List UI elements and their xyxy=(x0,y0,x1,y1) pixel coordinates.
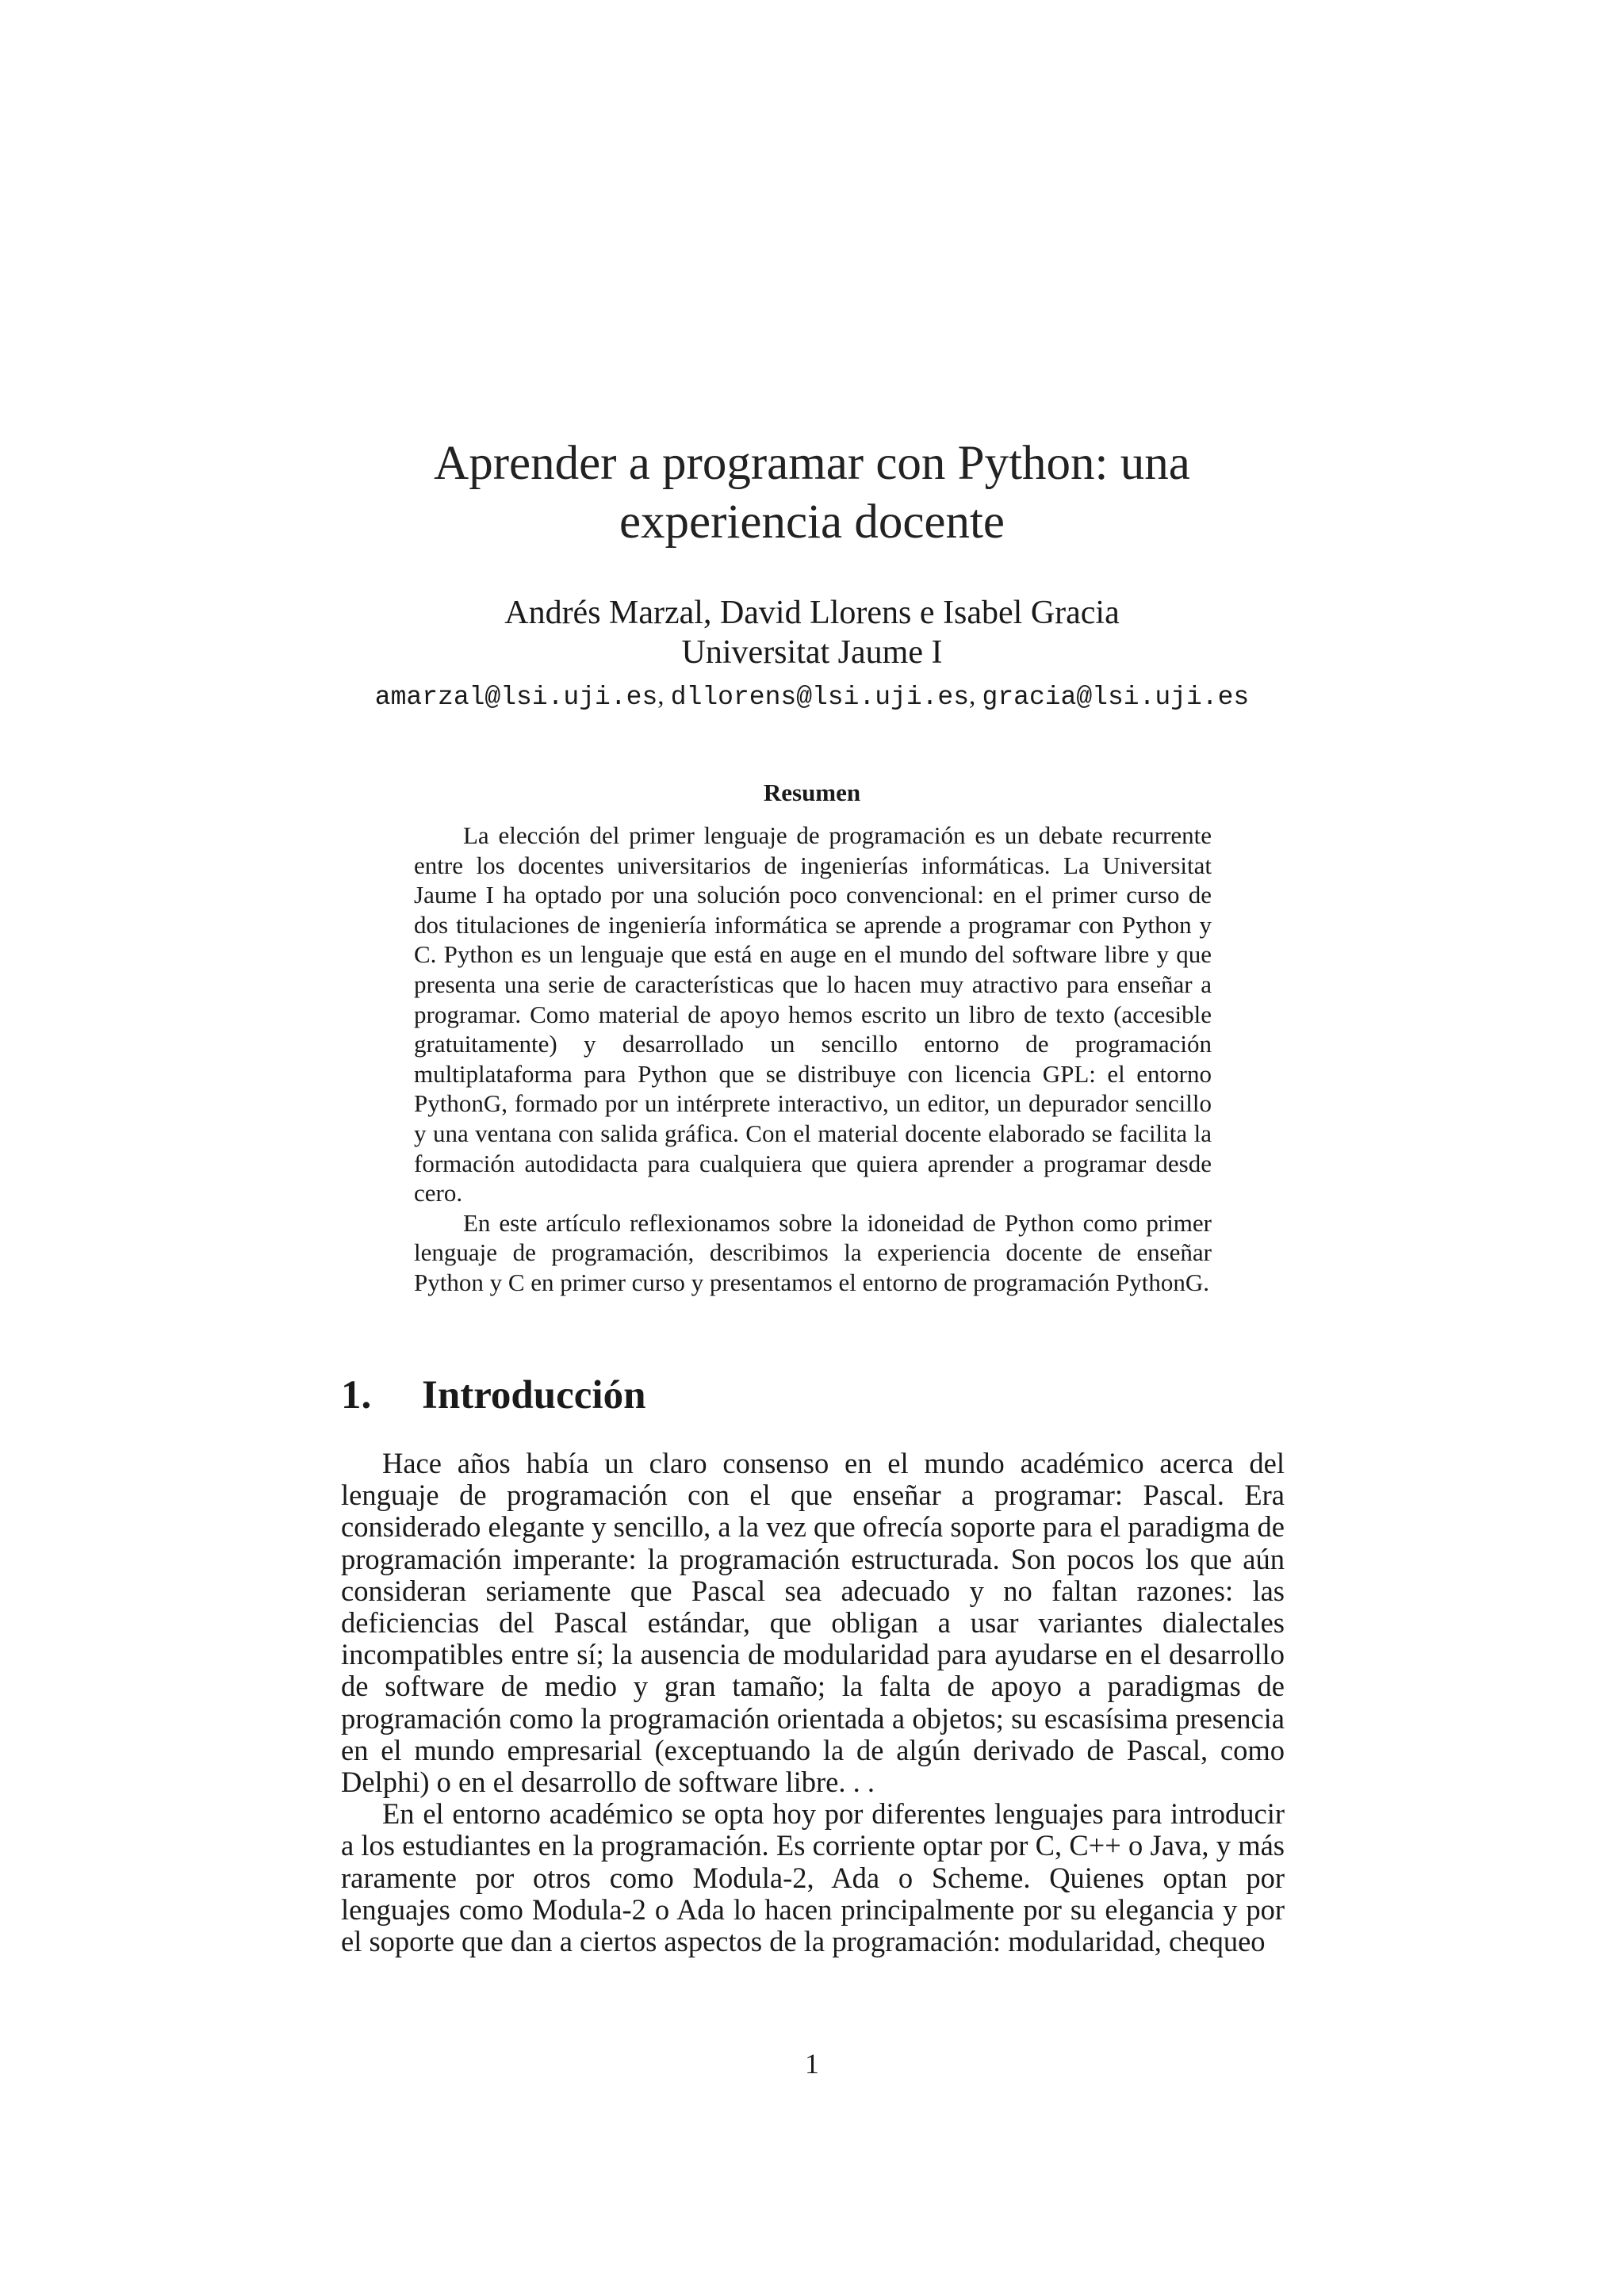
affiliation: Universitat Jaume I xyxy=(681,634,943,671)
abstract-paragraph: La elección del primer lenguaje de programación es un debate recurrente entre los docentes universitarios de ingenierías informáticas. La Universitat Jaume I ha optado por una solución poco convencional: en el primer curso de dos titulaciones de ingeniería informática se aprende a programar con Python y C. Python es un lenguaje que está en auge en el mundo del software libre y que presenta una serie de características que lo hacen muy atractivo para enseñar a programar. Como material de apoyo hemos escrito un libro de texto (accesible gratuitamente) y desarrollado un sencillo entorno de programación multiplataforma para Python que se distribuye con licencia GPL: el entorno PythonG, formado por un intérprete interactivo, un editor, un depurador sencillo y una ventana con salida gráfica. Con el material docente elaborado se facilita la formación autodidacta para cualquiera que quiera aprender a programar desde cero. xyxy=(414,821,1212,1207)
paper-title xyxy=(336,434,1288,552)
abstract-heading: Resumen xyxy=(763,779,861,806)
page-number: 1 xyxy=(805,2048,819,2080)
email-link: dllorens@lsi.uji.es xyxy=(670,683,970,712)
email-link: amarzal@lsi.uji.es xyxy=(374,683,658,712)
section-title: Introducción xyxy=(422,1373,646,1418)
title-line-1: Aprender a programar con Python: una xyxy=(434,437,1190,490)
email-separator: , xyxy=(969,682,982,710)
abstract-paragraph: En este artículo reflexionamos sobre la idoneidad de Python como primer lenguaje de programación, describimos la experiencia docente de enseñar Python y C en primer curso y presentamos el entorno de programación PythonG. xyxy=(414,1208,1212,1296)
body-paragraph: Hace años había un claro consenso en el mundo académico acerca del lenguaje de programación con el que enseñar a programar: Pascal. Era considerado elegante y sencillo, a la vez que ofrecía soporte para el paradigma de programación imperante: la programación estructurada. Son pocos los que aún consideran seriamente que Pascal sea adecuado y no faltan razones: las deficiencias del Pascal estándar, que obligan a usar variantes dialectales incompatibles entre sí; la ausencia de modularidad para ayudarse en el desarrollo de software de medio y gran tamaño; la falta de apoyo a paradigmas de programación como la programación orientada a objetos; su escasísima presencia en el mundo empresarial (exceptuando la de algún derivado de Pascal, como Delphi) o en el desarrollo de software libre. . . xyxy=(341,1447,1285,1799)
section-heading xyxy=(341,1372,645,1419)
email-separator: , xyxy=(657,682,671,710)
body-paragraph: En el entorno académico se opta hoy por diferentes lenguajes para introducir a los estudiantes en la programación. Es corriente optar por C, C++ o Java, y más raramente por otros como Modula-2, Ada o Scheme. Quienes optan por lenguajes como Modula-2 o Ada lo hacen principalmente por su elegancia y por el soporte que dan a ciertos aspectos de la programación: modularidad, chequeo xyxy=(341,1797,1285,1958)
author-list: Andrés Marzal, David Llorens e Isabel Gracia xyxy=(504,595,1120,631)
section-body xyxy=(341,1448,1285,1957)
title-line-2: experiencia docente xyxy=(619,496,1005,549)
abstract xyxy=(414,821,1212,1298)
email-list xyxy=(336,680,1288,714)
section-number: 1. xyxy=(341,1373,372,1418)
email-link: gracia@lsi.uji.es xyxy=(982,683,1250,712)
